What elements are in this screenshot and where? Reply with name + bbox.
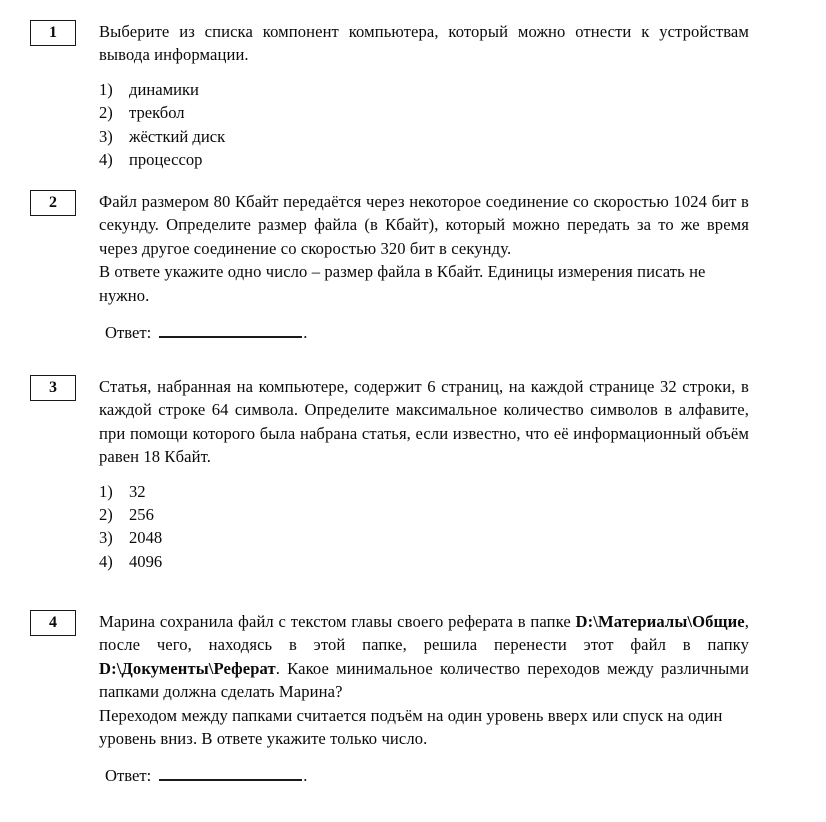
task-number-box-2: 2 [30, 190, 76, 216]
task-question-text-3: Статья, набранная на компьютере, содержит 6 страниц, на каждой странице 32 строки, в каждой строке 64 символа. Определите максимальное количество символов в алфавите, при помощи которого была набрана статья, если известно, что её информационный объём равен 18 Кбайт. [99, 377, 749, 467]
task-number-box-4: 4 [30, 610, 76, 636]
option-marker: 3) [99, 528, 113, 548]
option-label: 4096 [129, 551, 163, 571]
option-marker: 1) [99, 481, 113, 501]
option-item[interactable] [99, 125, 749, 148]
option-marker: 2) [99, 505, 113, 525]
task-body-3 [99, 375, 749, 573]
option-label: трекбол [129, 103, 185, 123]
task-body-1 [99, 20, 749, 171]
task-number-box-1: 1 [30, 20, 76, 46]
bold-path-text: D:\Документы\Реферат [99, 658, 276, 678]
task-instruction-text-2: В ответе укажите одно число – размер файла в Кбайт. Единицы измерения писать не нужно. [99, 262, 706, 305]
inline-text: Марина сохранила файл с текстом главы своего реферата в папке [99, 612, 576, 631]
task-question-text-2: Файл размером 80 Кбайт передаётся через некоторое соединение со скоростью 1024 бит в секунду. Определите размер файла (в Кбайт), который можно передать за то же время через другое соединение со скоростью 320 бит в секунду. [99, 192, 749, 258]
task-question-text-1: Выберите из списка компонент компьютера, который можно отнести к устройствам вывода информации. [99, 22, 749, 65]
option-item[interactable] [99, 550, 749, 573]
option-marker: 1) [99, 79, 113, 99]
option-item[interactable] [99, 480, 749, 503]
option-label: 2048 [129, 528, 163, 548]
inline-text: . Какое минимальное количество переходов между различными папками должна сделать Марина? [99, 658, 749, 702]
option-marker: 4) [99, 551, 113, 571]
task-options-1 [99, 78, 749, 172]
option-item[interactable] [99, 526, 749, 549]
option-marker: 2) [99, 103, 113, 123]
option-label: 256 [129, 505, 154, 525]
answer-input-blank[interactable] [159, 322, 302, 338]
answer-label: Ответ: [105, 323, 152, 343]
task-options-3 [99, 480, 749, 574]
task-question-text-4 [99, 610, 749, 704]
option-label: процессор [129, 150, 203, 170]
task-number-box-3: 3 [30, 375, 76, 401]
option-label: жёсткий диск [129, 126, 226, 146]
answer-input-blank[interactable] [159, 765, 302, 781]
inline-text: , после чего, находясь в этой папке, решила перенести этот файл в папку [99, 612, 749, 655]
option-item[interactable] [99, 148, 749, 171]
answer-row-2 [99, 321, 749, 344]
option-item[interactable] [99, 101, 749, 124]
answer-period: . [303, 766, 308, 786]
option-label: 32 [129, 481, 146, 501]
option-marker: 4) [99, 150, 113, 170]
inline-text: Переходом между папками считается подъём на один уровень вверх или спуск на один уровень вниз. В ответе укажите только число. [99, 705, 723, 749]
answer-period: . [303, 323, 308, 343]
option-marker: 3) [99, 126, 113, 146]
answer-row-4 [99, 764, 749, 787]
option-item[interactable] [99, 503, 749, 526]
task-body-4 [99, 610, 749, 788]
task-instruction-text-4 [99, 704, 749, 751]
task-body-2 [99, 190, 749, 344]
option-item[interactable] [99, 78, 749, 101]
answer-label: Ответ: [105, 766, 152, 786]
option-label: динамики [129, 79, 199, 99]
bold-path-text: D:\Материалы\Общие [575, 612, 745, 631]
